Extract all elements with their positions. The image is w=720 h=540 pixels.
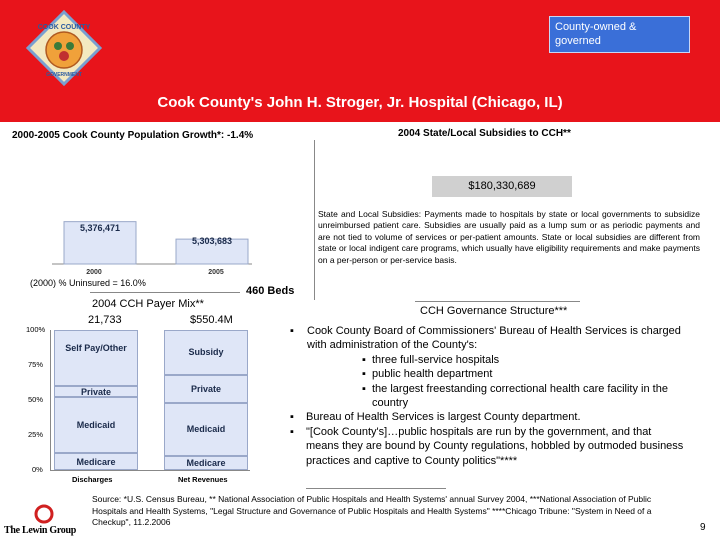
tick-100: 100% (26, 325, 46, 334)
county-seal-icon (26, 10, 102, 86)
tick-0: 0% (32, 465, 43, 474)
subsidies-label: 2004 State/Local Subsidies to CCH** (398, 128, 571, 139)
payer-segment-private: Private (164, 375, 248, 403)
governance-bullet: ▪ "[Cook County's]…public hospitals are run by the government, and that means they are bound by County regulations, hobbled by outmoded business practices and captive to County politics"**** (290, 425, 684, 467)
seal-bottom-text: GOVERNMENT (46, 72, 82, 78)
governance-heading: CCH Governance Structure*** (420, 305, 568, 317)
governance-subbullet: ▪ the largest freestanding correctional health care facility in the country (362, 382, 668, 410)
tick-25: 25% (28, 430, 44, 439)
governance-bullet: ▪ Cook County Board of Commissioners' Bureau of Health Services is charged with administration of the County's: (290, 325, 681, 352)
governance-bullet: ▪ Bureau of Health Services is largest County department. (290, 411, 581, 424)
population-tick-2005: 2005 (208, 269, 224, 276)
discharges-total: 21,733 (88, 314, 122, 326)
subsidy-amount: $180,330,689 (432, 176, 572, 197)
population-tick-2000: 2000 (86, 269, 102, 276)
population-growth-label: 2000-2005 Cook County Population Growth*: -1.4% (12, 130, 254, 141)
tick-50: 50% (28, 395, 44, 404)
discharges-label: Discharges (72, 475, 113, 484)
beds-count: 460 Beds (246, 285, 295, 297)
governance-subbullet: ▪ three full-service hospitals (362, 353, 500, 366)
page-number: 9 (700, 522, 706, 533)
payer-segment-private: Private (54, 386, 138, 397)
lewin-logo-icon (34, 503, 54, 525)
lewin-logo: The Lewin Group (4, 525, 76, 536)
seal-top-text: COOK COUNTY (37, 24, 91, 31)
payer-segment-subsidy: Subsidy (164, 330, 248, 375)
source-footnote: Source: *U.S. Census Bureau, ** National Association of Public Hospitals and Health Systems' annual Survey 2004, ***National Association of Public Hospitals and Health Systems, "Legal Structure and Governance of Public Hospitals and Health Systems" ****Chicago Tribune: "System in Need of a Checkup", 11.2.2006 (92, 494, 652, 527)
subsidy-definition: State and Local Subsidies: Payments made to hospitals by state or local governments to subsidize unreimbursed patient care. Subsidies are usually paid as a lump sum or as periodic payments and are not tied to volume of services or per-patient amounts. State or local subsidies are different from state or local indigent care programs, which usually have eligibility requirements and make payments on a per-person or per-service basis. (318, 209, 700, 265)
governance-list (290, 324, 690, 468)
payer-segment-medicaid: Medicaid (54, 397, 138, 453)
page-title: Cook County's John H. Stroger, Jr. Hospital (Chicago, IL) (157, 94, 563, 111)
uninsured-note: (2000) % Uninsured = 16.0% (30, 278, 146, 288)
payer-segment-self-pay-other: Self Pay/Other (54, 330, 138, 386)
population-value-2000: 5,376,471 (79, 223, 121, 233)
population-value-2005: 5,303,683 (191, 236, 233, 246)
net-revenues-label: Net Revenues (178, 475, 228, 484)
ownership-tag: County-owned & governed (549, 16, 690, 53)
payer-segment-medicare: Medicare (54, 453, 138, 470)
payer-mix-chart (14, 322, 254, 490)
divider (90, 292, 240, 293)
payer-segment-medicare: Medicare (164, 456, 248, 470)
governance-subbullet: ▪ public health department (362, 368, 493, 381)
discharges-column (54, 330, 138, 470)
net-revenues-column (164, 330, 248, 470)
payer-mix-title: 2004 CCH Payer Mix** (92, 298, 204, 310)
tick-75: 75% (28, 360, 44, 369)
payer-segment-medicaid: Medicaid (164, 403, 248, 456)
population-chart (52, 196, 258, 280)
net-revenues-total: $550.4M (190, 314, 233, 326)
